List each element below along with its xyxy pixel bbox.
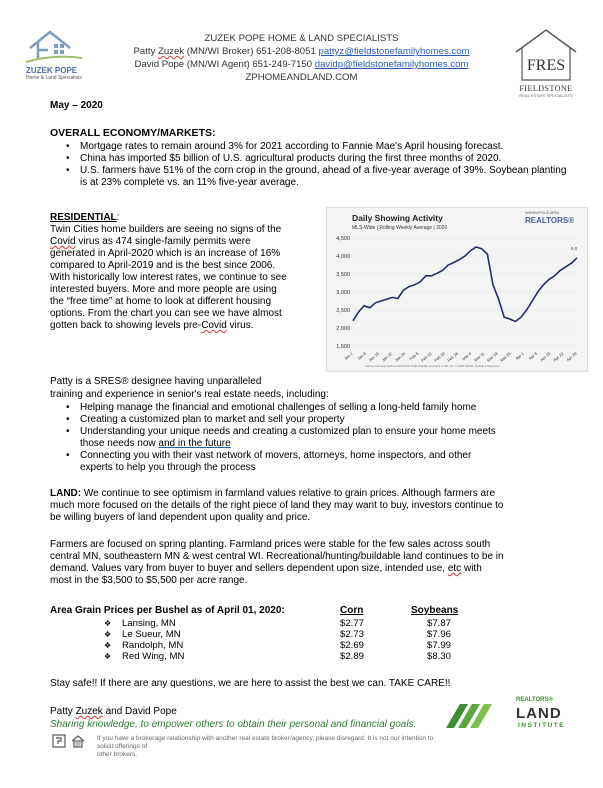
zuzek-pope-logo xyxy=(24,28,96,88)
chart-x-tick: Apr 15 xyxy=(539,350,552,363)
equal-housing-icon xyxy=(52,734,90,748)
fieldstone-house-icon xyxy=(508,26,584,82)
chart-y-tick: 3,000 xyxy=(336,290,350,296)
residential-section xyxy=(50,212,325,332)
chart-brand: REALTORS® xyxy=(525,216,575,225)
grain-col-soybeans: Soybeans xyxy=(411,605,459,616)
land-logo-big: LAND xyxy=(516,705,562,722)
fieldstone-logo xyxy=(508,26,584,104)
chart-x-tick: Jan 15 xyxy=(367,350,380,363)
chart-x-tick: Feb 19 xyxy=(433,350,446,363)
disclaimer-line: other brokers. xyxy=(97,751,138,758)
chart-x-tick: Apr 29 xyxy=(565,350,578,363)
chart-y-tick: 2,000 xyxy=(336,326,350,332)
chart-x-tick: Mar 4 xyxy=(461,350,473,362)
david-email-link[interactable]: davidp@fieldstonefamilyhomes.com xyxy=(314,59,469,70)
sig-name-a: Patty xyxy=(50,706,76,717)
sres-item: • Helping manage the financial and emotional challenges of selling a long-held family home xyxy=(50,402,580,414)
realtors-land-institute-logo xyxy=(446,697,581,730)
land-line: demand. Values vary from buyer to buyer and sellers dependent upon size, intended use, xyxy=(50,563,448,574)
chart-x-tick: Mar 18 xyxy=(485,350,499,363)
grain-corn-price: $2.89 xyxy=(340,651,365,662)
left-logo-name: ZUZEK POPE xyxy=(26,66,78,75)
grain-soy-price: $7.96 xyxy=(427,629,452,640)
grain-corn-price: $2.77 xyxy=(340,618,365,629)
sig-name-b: and David Pope xyxy=(102,706,177,717)
grain-corn-price: $2.73 xyxy=(340,629,365,640)
sres-item-cont: experts to help you through the process xyxy=(80,462,256,473)
residential-line: options. From the chart you can see we have almost xyxy=(50,308,282,319)
economy-item: • China has imported $5 billion of U.S. agricultural products during the first three months of 2020. xyxy=(50,153,580,165)
sres-intro-1: Patty is a SRES® designee having unparalleled xyxy=(50,376,262,387)
patty-email-link[interactable]: pattyz@fieldstonefamilyhomes.com xyxy=(318,46,470,57)
etc-word: etc xyxy=(447,563,462,574)
chart-x-tick: Mar 11 xyxy=(472,350,486,363)
residential-line: compared to April-2019 and is the best since 2006. xyxy=(50,260,276,271)
economy-item: • Mortgage rates to remain around 3% for 2021 according to Fannie Mae's April housing forecast. xyxy=(50,141,580,153)
grain-place: Randolph, MN xyxy=(122,640,184,651)
header-david-text: David Pope (MN/WI Agent) 651-249-7150 xyxy=(134,59,315,70)
land-line: be willing buyers of land dependent upon quality and price. xyxy=(50,512,311,523)
sres-item-text: Connecting you with their vast network of movers, attorneys, home inspectors, and other xyxy=(80,450,472,461)
chart-end-label: 6.0 xyxy=(571,245,578,251)
land-logo-sub: INSTITUTE xyxy=(518,722,566,729)
chart-x-tick: Jan 1 xyxy=(342,350,354,362)
chart-svg xyxy=(327,208,587,371)
covid-word: Covid xyxy=(201,320,227,331)
chart-x-tick: Feb 5 xyxy=(408,350,420,362)
residential-line-last xyxy=(50,320,325,332)
residential-line-covid xyxy=(50,236,325,248)
residential-line: virus. xyxy=(226,320,254,331)
header-website: ZPHOMEANDLAND.COM xyxy=(245,72,358,83)
chart-x-tick: Jan 22 xyxy=(380,350,394,363)
sres-item-text: Understanding your unique needs and creating a customized plan to ensure your home meets xyxy=(80,426,496,437)
chart-x-tick: Feb 26 xyxy=(446,350,460,363)
grain-soy-price: $7.99 xyxy=(427,640,452,651)
residential-line: gotten back to showing levels pre- xyxy=(50,320,202,331)
covid-word: Covid xyxy=(50,236,76,247)
land-line: We continue to see optimism in farmland values relative to grain prices. Although farmers are xyxy=(81,488,496,499)
land-line: most in the $3,500 to $5,500 per acre range. xyxy=(50,575,248,586)
grain-corn-price: $2.69 xyxy=(340,640,365,651)
right-logo-tag: REAL ESTATE SPECIALISTS xyxy=(519,93,573,98)
chart-x-tick: Mar 25 xyxy=(499,350,512,363)
land-line: central MN, southeastern MN & west central WI. Recreational/hunting/buildable land continues to be in xyxy=(50,551,504,562)
economy-heading: OVERALL ECONOMY/MARKETS: xyxy=(50,127,216,139)
fieldstone-monogram: FRES xyxy=(526,57,566,74)
chart-x-tick: Jan 8 xyxy=(356,350,367,362)
sig-name-wavy: Zuzek xyxy=(75,706,103,717)
header-patty-surname: Zuzek xyxy=(157,46,185,57)
land-paragraph-1 xyxy=(50,488,590,524)
sres-future-text: and in the future xyxy=(158,438,231,449)
land-line: Farmers are focused on spring planting. Farmland prices were stable for the few sales across south xyxy=(50,539,491,550)
chart-x-tick: Jan 29 xyxy=(393,350,407,363)
right-logo-name: FIELDSTONE xyxy=(519,84,573,93)
land-line-tail: with xyxy=(461,563,482,574)
chart-y-tick: 1,500 xyxy=(336,344,350,350)
chart-y-tick: 4,500 xyxy=(336,236,350,242)
chart-x-tick: Apr 8 xyxy=(527,350,539,361)
residential-line: the “free time” at home to look at different housing xyxy=(50,296,272,307)
grain-place: Lansing, MN xyxy=(122,618,176,629)
showing-activity-chart xyxy=(326,207,588,372)
left-logo-tag: Home & Land Specialists xyxy=(26,75,82,81)
grain-soy-price: $7.87 xyxy=(427,618,452,629)
grain-place: Le Sueur, MN xyxy=(122,629,181,640)
sres-list xyxy=(50,402,580,474)
diamond-bullet-icon: ❖ xyxy=(104,630,112,639)
signature-names xyxy=(50,706,177,718)
newsletter-date: May – 2020 xyxy=(50,100,103,111)
chart-brand-small: MINNEAPOLIS AREA xyxy=(525,211,560,215)
diamond-bullet-icon: ❖ xyxy=(104,641,112,650)
header-company: ZUZEK POPE HOME & LAND SPECIALISTS xyxy=(204,33,399,44)
residential-line: interested buyers. More and more people are using xyxy=(50,284,277,295)
chart-series-line xyxy=(353,247,577,322)
residential-line: With historically low interest rates, we continue to see xyxy=(50,272,287,283)
residential-line: generated in April-2020 which is an increase of 16% xyxy=(50,248,281,259)
land-paragraph-2 xyxy=(50,539,590,587)
disclaimer xyxy=(97,735,447,759)
header-patty-name: Patty xyxy=(133,46,158,57)
grain-heading: Area Grain Prices per Bushel as of April 01, 2020: xyxy=(50,605,285,616)
sres-item: • Creating a customized plan to market and sell your property xyxy=(50,414,580,426)
chart-x-tick: Apr 22 xyxy=(552,350,565,363)
chart-y-tick: 4,000 xyxy=(336,254,350,260)
diamond-bullet-icon: ❖ xyxy=(104,652,112,661)
land-logo-small: REALTORS® xyxy=(516,697,553,703)
chart-title: Daily Showing Activity xyxy=(352,213,443,223)
closing-text: Stay safe!! If there are any questions, we are here to assist the best we can. TAKE CARE!! xyxy=(50,678,451,689)
residential-colon: : xyxy=(116,212,120,223)
chart-x-tick: Feb 12 xyxy=(419,350,433,363)
sres-item-4 xyxy=(50,450,580,474)
land-stripes-icon xyxy=(446,700,506,730)
signature-tagline: Sharing knowledge, to empower others to obtain their personal and financial goals. xyxy=(50,719,417,730)
chart-subtitle: MLS-Wide | Rolling Weekly Average | 2020 xyxy=(352,225,448,231)
sres-item-3 xyxy=(50,426,580,450)
land-label: LAND: xyxy=(50,488,82,499)
header-patty-role: (MN/WI Broker) 651-208-8051 xyxy=(184,46,319,57)
sres-item-cont: those needs now xyxy=(80,438,159,449)
land-line: much more focused on the details of the right piece of land they may want to buy, investors continue to xyxy=(50,500,504,511)
chart-y-tick: 3,500 xyxy=(336,272,350,278)
economy-list xyxy=(50,141,580,189)
house-logo-icon xyxy=(24,28,84,66)
residential-line: virus as 474 single-family permits were xyxy=(78,236,251,247)
disclaimer-line: If you have a brokerage relationship with another real estate broker/agency, please disregard. It is not our intention to solicit offerings of xyxy=(97,735,434,750)
chart-y-tick: 2,500 xyxy=(336,308,350,314)
residential-heading: RESIDENTIAL xyxy=(50,212,117,223)
chart-x-tick: Apr 1 xyxy=(514,350,525,361)
sres-intro-2: training and experience in senior's real estate needs, including: xyxy=(50,389,329,400)
grain-soy-price: $8.30 xyxy=(427,651,452,662)
chart-source: Source: MinneapolisArea SHOWINGTIME (MAAR) and MLS of MN, Inc. © 2020 MAAR. All Rights Reserved. xyxy=(365,364,500,368)
grain-place: Red Wing, MN xyxy=(122,651,185,662)
diamond-bullet-icon: ❖ xyxy=(104,619,112,628)
residential-line: Twin Cities home builders are seeing no signs of the xyxy=(50,224,282,235)
grain-col-corn: Corn xyxy=(340,605,364,616)
compliance-icons xyxy=(52,734,90,748)
economy-item: • U.S. farmers have 51% of the corn crop in the ground, ahead of a five-year average of 39%. Soybean planting is at 23% complete vs. an 11% five-year average. xyxy=(50,165,580,189)
